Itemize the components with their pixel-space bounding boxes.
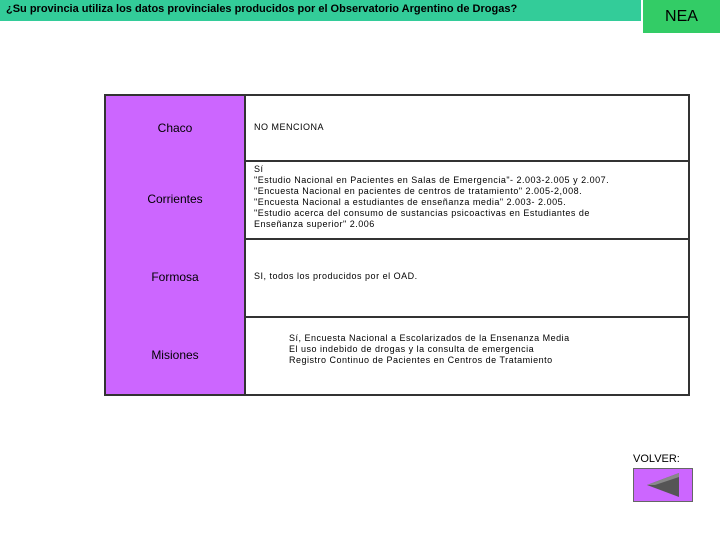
info-line: NO MENCIONA bbox=[254, 122, 325, 132]
page-title: ¿Su provincia utiliza los datos provinciales producidos por el Observatorio Argentino de Drogas? bbox=[6, 3, 518, 15]
province-cell: Formosa bbox=[106, 238, 246, 316]
info-line: "Estudio acerca del consumo de sustancias psicoactivas en Estudiantes de bbox=[254, 208, 590, 218]
province-cell: Chaco bbox=[106, 96, 246, 160]
info-line: El uso indebido de drogas y la consulta de emergencia bbox=[289, 344, 535, 354]
info-cell bbox=[246, 238, 688, 316]
info-cell bbox=[246, 96, 688, 160]
table-row bbox=[106, 160, 688, 240]
back-button[interactable] bbox=[633, 468, 693, 502]
info-line: "Estudio Nacional en Pacientes en Salas de Emergencia"- 2.003-2.005 y 2.007. bbox=[254, 175, 610, 185]
back-label: VOLVER: bbox=[633, 453, 680, 465]
table-row bbox=[106, 96, 688, 162]
table-row bbox=[106, 316, 688, 394]
table-row bbox=[106, 238, 688, 318]
info-line: Enseñanza superior" 2.006 bbox=[254, 219, 375, 229]
info-cell bbox=[246, 316, 688, 394]
info-line: "Encuesta Nacional a estudiantes de enseñanza media" 2.003- 2.005. bbox=[254, 197, 567, 207]
info-line: "Encuesta Nacional en pacientes de centros de tratamiento" 2.005-2,008. bbox=[254, 186, 583, 196]
provinces-table bbox=[104, 94, 690, 396]
info-cell bbox=[246, 160, 688, 238]
province-cell: Corrientes bbox=[106, 160, 246, 238]
left-arrow-icon bbox=[643, 471, 683, 499]
info-line: Sí bbox=[254, 164, 264, 174]
header-bar bbox=[0, 0, 641, 21]
info-line: Sí, Encuesta Nacional a Escolarizados de la Ensenanza Media bbox=[289, 333, 570, 343]
info-line: Registro Continuo de Pacientes en Centros de Tratamiento bbox=[289, 355, 553, 365]
province-cell: Misiones bbox=[106, 316, 246, 394]
info-line: SI, todos los producidos por el OAD. bbox=[254, 271, 418, 281]
region-badge: NEA bbox=[643, 0, 720, 33]
